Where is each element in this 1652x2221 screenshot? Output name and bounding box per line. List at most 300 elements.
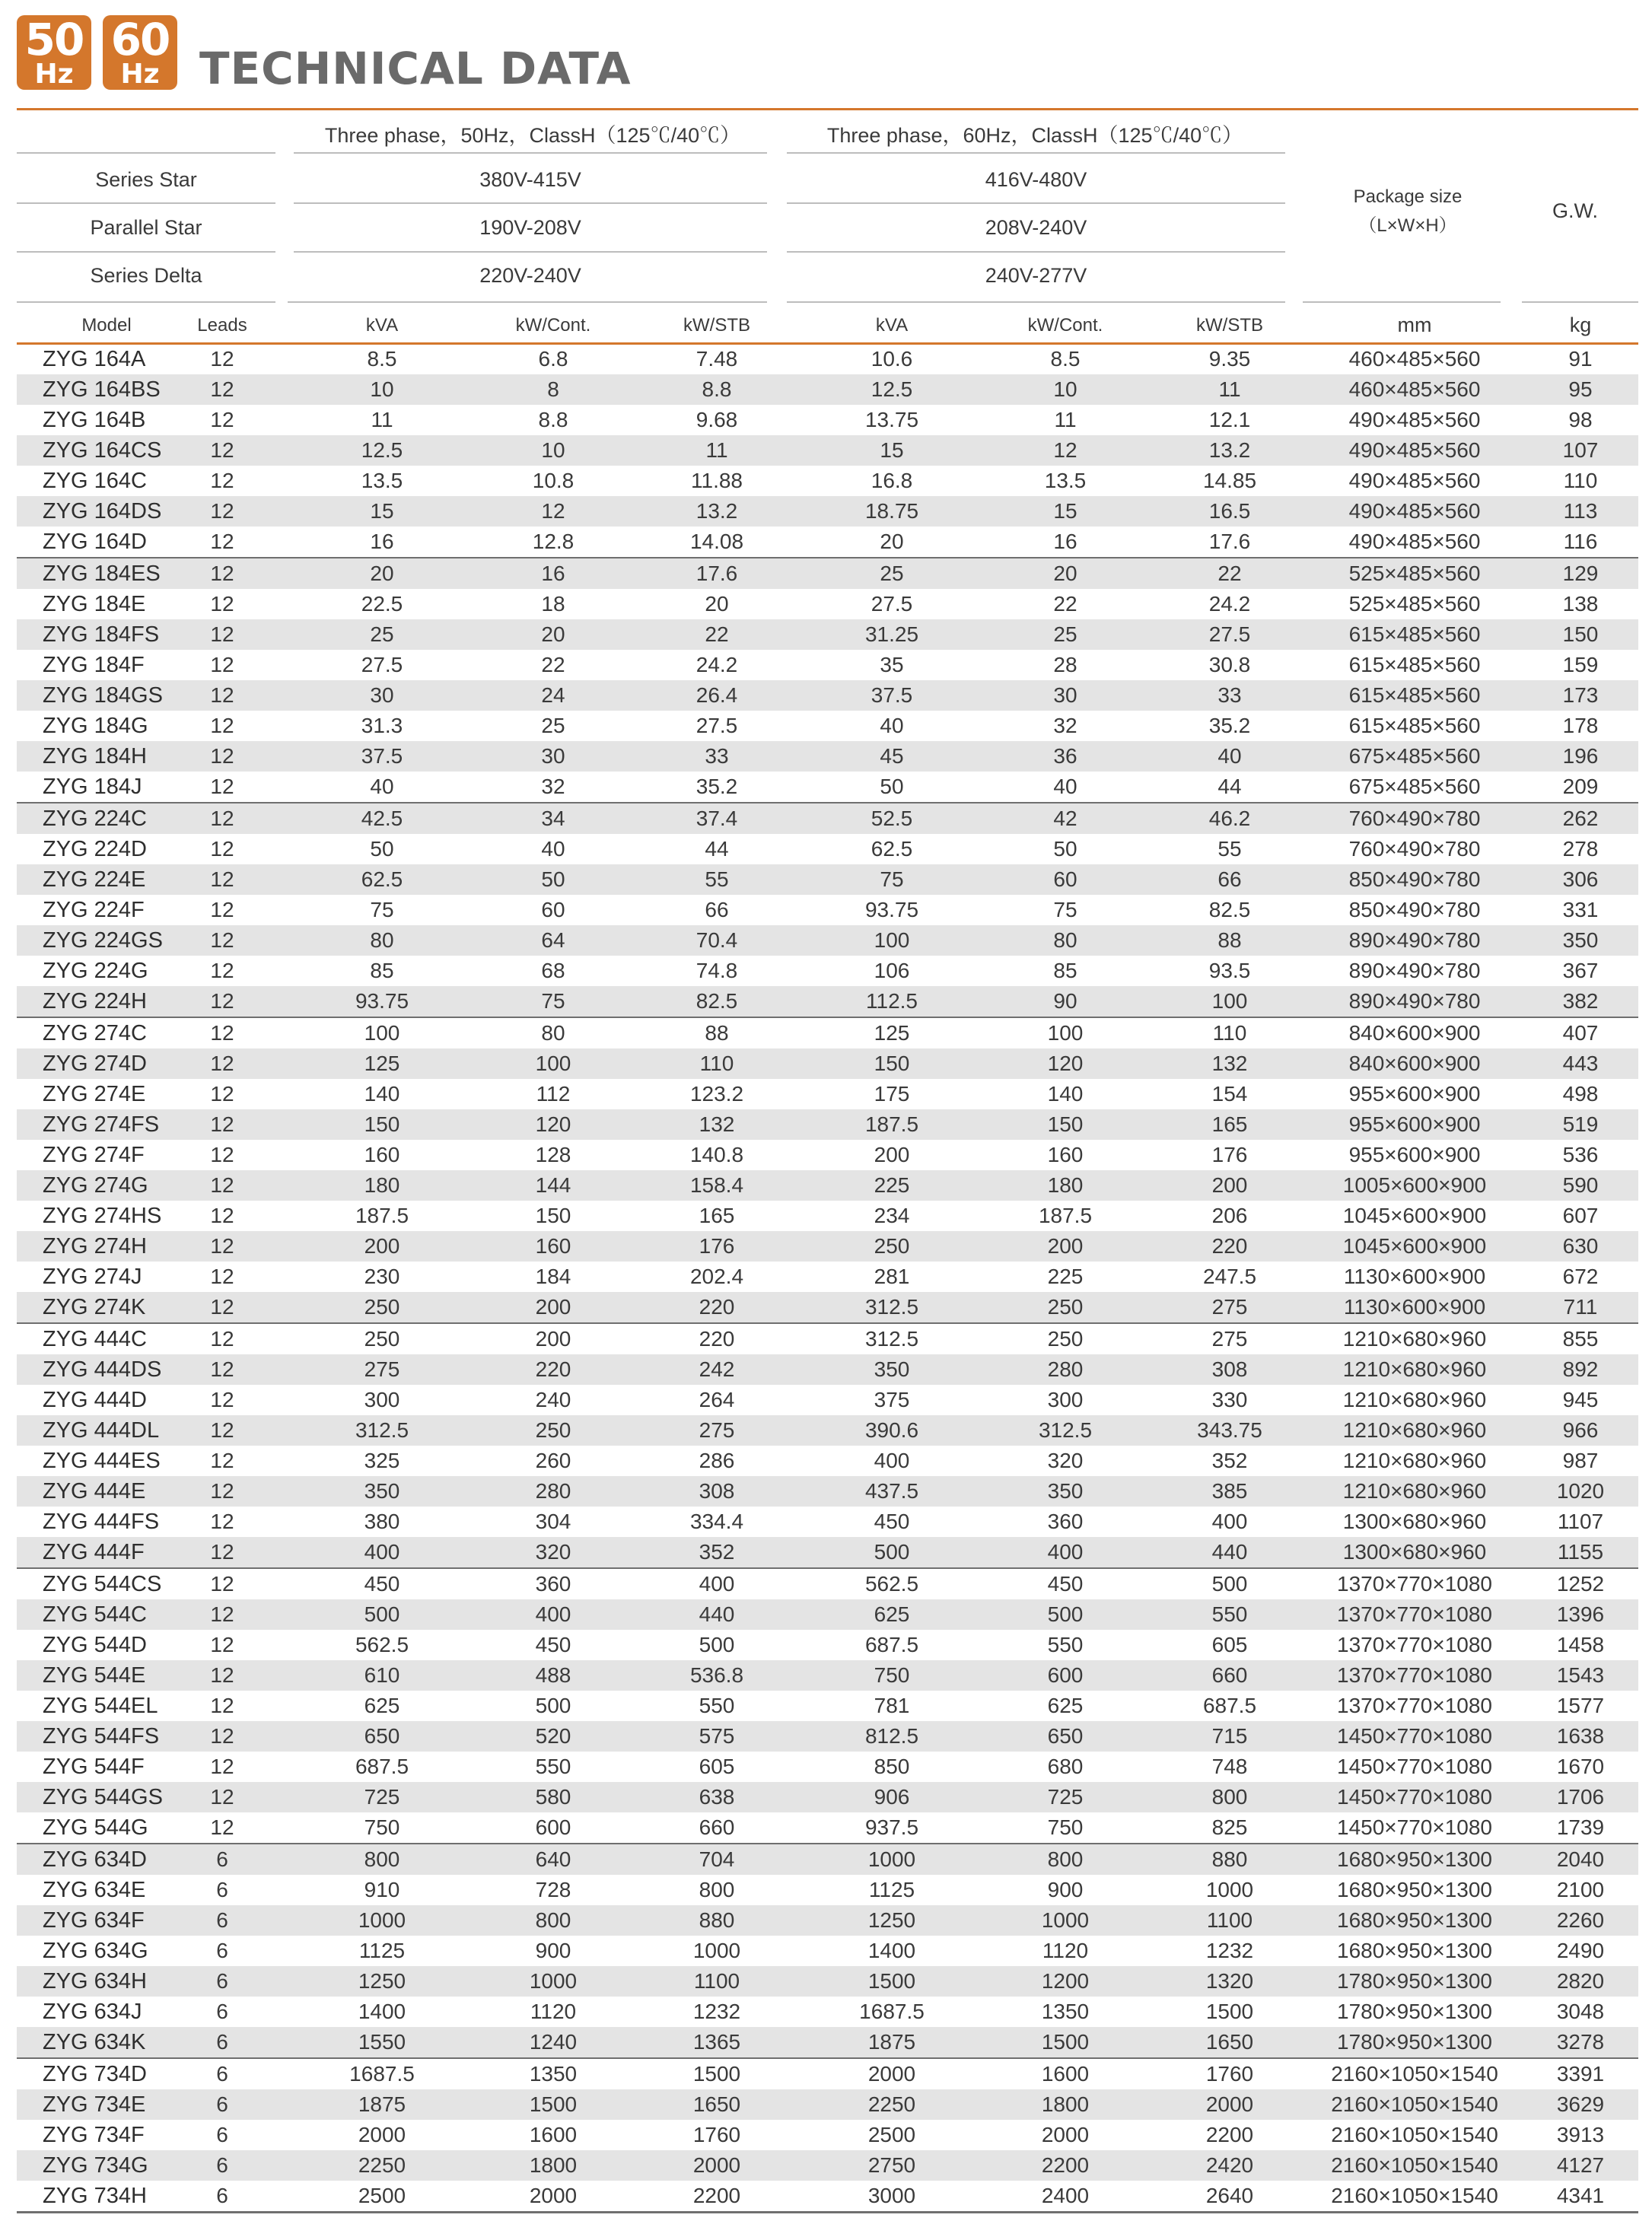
cell-kwcont-60: 1350 <box>1041 2000 1090 2023</box>
cell-kwstb-60: 33 <box>1218 683 1242 707</box>
cell-package-size: 1680×950×1300 <box>1337 1847 1492 1871</box>
cell-gross-weight: 367 <box>1562 959 1599 982</box>
cell-kva-60: 1500 <box>867 1969 916 1993</box>
cell-kwcont-50: 900 <box>535 1939 571 1962</box>
cell-kwstb-50: 82.5 <box>695 989 738 1013</box>
cell-package-size: 2160×1050×1540 <box>1331 2092 1498 2116</box>
cell-kwcont-50: 144 <box>535 1173 571 1197</box>
cell-kva-50: 725 <box>364 1785 400 1809</box>
badge-60-number: 60 <box>110 14 170 65</box>
table-row <box>17 1385 1638 1415</box>
col-kwstb-50: kW/STB <box>683 315 750 336</box>
cell-model: ZYG 274J <box>43 1265 142 1289</box>
header-rule <box>787 202 1285 204</box>
cell-model: ZYG 544EL <box>43 1694 158 1718</box>
cell-kwstb-50: 220 <box>699 1327 735 1351</box>
cell-kva-60: 1250 <box>867 1908 916 1932</box>
cell-model: ZYG 164D <box>43 530 147 554</box>
table-row <box>17 864 1638 895</box>
cell-kwstb-50: 13.2 <box>695 499 738 523</box>
cell-model: ZYG 544FS <box>43 1724 160 1748</box>
cell-kwstb-60: 24.2 <box>1208 592 1251 616</box>
cell-model: ZYG 184ES <box>43 562 161 586</box>
cell-kwstb-50: 22 <box>705 622 729 646</box>
cell-kwstb-60: 9.35 <box>1208 347 1251 371</box>
cell-kwcont-60: 200 <box>1047 1234 1084 1258</box>
col-model: Model <box>81 315 132 336</box>
cell-kva-50: 75 <box>370 898 394 921</box>
cell-model: ZYG 734G <box>43 2153 148 2178</box>
table-row <box>17 711 1638 741</box>
cell-leads: 12 <box>210 1724 234 1748</box>
cell-kva-60: 400 <box>874 1449 910 1472</box>
cell-leads: 12 <box>210 499 234 523</box>
cell-kwcont-50: 100 <box>535 1052 571 1075</box>
table-row <box>17 1231 1638 1262</box>
cell-gross-weight: 1107 <box>1557 1510 1604 1533</box>
package-dims-label: （L×W×H） <box>1358 215 1457 236</box>
table-row <box>17 1476 1638 1507</box>
cell-kwstb-50: 536.8 <box>689 1663 744 1687</box>
cell-package-size: 460×485×560 <box>1348 377 1481 401</box>
cell-package-size: 2160×1050×1540 <box>1331 2184 1498 2207</box>
cell-kwstb-60: 275 <box>1211 1327 1248 1351</box>
col-kwcont-50: kW/Cont. <box>515 315 591 336</box>
table-row <box>17 1292 1638 1322</box>
cell-kva-50: 1250 <box>358 1969 406 1993</box>
header-rule <box>1522 301 1638 303</box>
cell-kva-60: 312.5 <box>864 1327 919 1351</box>
cell-gross-weight: 113 <box>1563 499 1598 523</box>
cell-model: ZYG 224GS <box>43 928 163 953</box>
cell-kva-60: 125 <box>874 1021 910 1045</box>
cell-kva-50: 800 <box>364 1847 400 1871</box>
cell-kva-60: 16.8 <box>871 469 913 492</box>
cell-kva-60: 50 <box>880 775 904 798</box>
cell-model: ZYG 634K <box>43 2030 146 2054</box>
page-title: TECHNICAL DATA <box>199 43 632 94</box>
cell-gross-weight: 3913 <box>1556 2123 1605 2146</box>
cell-model: ZYG 164BS <box>43 377 161 402</box>
cell-kva-50: 300 <box>364 1388 400 1411</box>
cell-leads: 12 <box>210 469 234 492</box>
header-rule <box>294 152 767 154</box>
cell-package-size: 1450×770×1080 <box>1337 1724 1492 1748</box>
cell-gross-weight: 443 <box>1562 1052 1599 1075</box>
cell-gross-weight: 1706 <box>1556 1785 1605 1809</box>
cell-model: ZYG 734H <box>43 2184 147 2208</box>
cell-kwcont-50: 1000 <box>529 1969 578 1993</box>
cell-kwstb-50: 1760 <box>692 2123 741 2146</box>
cell-leads: 12 <box>210 347 234 371</box>
cell-kwcont-50: 34 <box>541 807 565 830</box>
cell-kva-60: 13.75 <box>864 408 919 431</box>
cell-kwstb-60: 110 <box>1212 1021 1247 1045</box>
cell-kva-50: 2500 <box>358 2184 406 2207</box>
cell-kwcont-50: 32 <box>541 775 565 798</box>
cell-kva-50: 20 <box>370 562 394 585</box>
cell-kwstb-60: 352 <box>1211 1449 1248 1472</box>
cell-model: ZYG 224H <box>43 989 147 1013</box>
cell-kwcont-50: 2000 <box>529 2184 578 2207</box>
cell-package-size: 1210×680×960 <box>1342 1418 1487 1442</box>
cell-kwcont-60: 75 <box>1053 898 1077 921</box>
cell-kwcont-50: 150 <box>535 1204 571 1227</box>
cell-kwstb-50: 7.48 <box>695 347 738 371</box>
header-rule <box>17 251 275 253</box>
cell-kwstb-60: 30.8 <box>1208 653 1251 676</box>
cell-kva-50: 1000 <box>358 1908 406 1932</box>
cell-leads: 12 <box>210 1510 234 1533</box>
cell-leads: 12 <box>210 1663 234 1687</box>
cell-gross-weight: 607 <box>1562 1204 1599 1227</box>
cell-package-size: 890×490×780 <box>1348 928 1481 952</box>
cell-model: ZYG 274FS <box>43 1112 160 1137</box>
cell-kwstb-60: 2000 <box>1205 2092 1254 2116</box>
cell-kwstb-50: 2200 <box>692 2184 741 2207</box>
cell-kwcont-50: 240 <box>535 1388 571 1411</box>
cell-model: ZYG 164DS <box>43 499 162 523</box>
cell-kwstb-60: 247.5 <box>1202 1265 1257 1288</box>
cell-kwstb-50: 1365 <box>692 2030 741 2054</box>
cell-kwcont-50: 80 <box>541 1021 565 1045</box>
cell-kva-50: 687.5 <box>355 1755 409 1778</box>
header-rule <box>17 301 275 303</box>
cell-kwstb-50: 500 <box>699 1633 735 1656</box>
cell-kwcont-50: 16 <box>541 562 565 585</box>
cell-package-size: 840×600×900 <box>1348 1021 1481 1045</box>
cell-leads: 12 <box>210 377 234 401</box>
cell-kwstb-50: 20 <box>705 592 729 616</box>
cell-kwstb-60: 206 <box>1211 1204 1248 1227</box>
cell-kva-50: 93.75 <box>355 989 409 1013</box>
cell-kva-50: 450 <box>364 1572 400 1596</box>
cell-kva-50: 325 <box>364 1449 400 1472</box>
cell-kwcont-50: 250 <box>535 1418 571 1442</box>
cell-kwstb-50: 140.8 <box>689 1143 744 1166</box>
cell-gross-weight: 892 <box>1562 1357 1599 1381</box>
cell-kva-60: 375 <box>874 1388 910 1411</box>
cell-kwstb-50: 26.4 <box>695 683 738 707</box>
cell-kva-60: 312.5 <box>864 1295 919 1319</box>
cell-model: ZYG 164CS <box>43 438 162 463</box>
voltage-50hz: 190V-208V <box>479 216 581 239</box>
cell-kwstb-50: 880 <box>699 1908 735 1932</box>
cell-kwstb-60: 550 <box>1211 1602 1248 1626</box>
cell-kva-60: 687.5 <box>864 1633 919 1656</box>
cell-kwstb-50: 1650 <box>692 2092 741 2116</box>
cell-leads: 12 <box>210 898 234 921</box>
connection-label: Series Star <box>95 168 197 191</box>
cell-kwcont-50: 200 <box>535 1327 571 1351</box>
cell-gross-weight: 3278 <box>1556 2030 1605 2054</box>
cell-gross-weight: 150 <box>1562 622 1599 646</box>
cell-kwstb-50: 37.4 <box>695 807 738 830</box>
cell-model: ZYG 544E <box>43 1663 146 1688</box>
table-row <box>17 344 1638 374</box>
cell-kwcont-60: 2400 <box>1041 2184 1090 2207</box>
cell-kwcont-60: 1000 <box>1041 1908 1090 1932</box>
cell-kva-50: 12.5 <box>361 438 403 462</box>
table-row <box>17 1415 1638 1446</box>
cell-kwcont-60: 140 <box>1047 1082 1084 1106</box>
cell-gross-weight: 129 <box>1562 562 1599 585</box>
cell-kwcont-60: 650 <box>1047 1724 1084 1748</box>
cell-kwstb-60: 16.5 <box>1208 499 1251 523</box>
cell-kva-50: 62.5 <box>361 867 403 891</box>
cell-gross-weight: 95 <box>1568 377 1593 401</box>
cell-kwcont-50: 40 <box>541 837 565 861</box>
cell-leads: 12 <box>210 1327 234 1351</box>
cell-package-size: 850×490×780 <box>1348 867 1481 891</box>
cell-kwcont-50: 550 <box>535 1755 571 1778</box>
badge-50-unit: Hz <box>34 59 74 90</box>
cell-leads: 12 <box>210 622 234 646</box>
cell-gross-weight: 1155 <box>1557 1540 1604 1564</box>
cell-kwstb-50: 220 <box>699 1295 735 1319</box>
cell-package-size: 1370×770×1080 <box>1337 1694 1492 1717</box>
cell-leads: 12 <box>210 408 234 431</box>
cell-leads: 6 <box>216 1908 228 1932</box>
cell-kwstb-50: 11.88 <box>691 469 743 492</box>
cell-gross-weight: 855 <box>1562 1327 1599 1351</box>
cell-gross-weight: 945 <box>1562 1388 1599 1411</box>
cell-kva-50: 30 <box>370 683 394 707</box>
cell-kwstb-60: 748 <box>1211 1755 1248 1778</box>
cell-package-size: 850×490×780 <box>1348 898 1481 921</box>
cell-kwcont-60: 360 <box>1047 1510 1084 1533</box>
cell-kva-50: 16 <box>370 530 394 553</box>
table-row <box>17 1721 1638 1752</box>
cell-kwstb-50: 440 <box>699 1602 735 1626</box>
cell-kwcont-50: 320 <box>535 1540 571 1564</box>
cell-kwcont-60: 60 <box>1053 867 1077 891</box>
col-kg: kg <box>1569 313 1592 336</box>
cell-kwcont-50: 8 <box>547 377 559 401</box>
cell-kwstb-50: 660 <box>699 1815 735 1839</box>
cell-kwstb-60: 132 <box>1211 1052 1248 1075</box>
cell-kwstb-60: 275 <box>1211 1295 1248 1319</box>
cell-package-size: 1130×600×900 <box>1343 1295 1486 1319</box>
cell-gross-weight: 966 <box>1562 1418 1599 1442</box>
cell-kwcont-50: 600 <box>535 1815 571 1839</box>
cell-kwcont-60: 1120 <box>1042 1939 1089 1962</box>
cell-kva-50: 1687.5 <box>349 2062 415 2086</box>
table-row <box>17 619 1638 650</box>
cell-kwcont-50: 160 <box>535 1234 571 1258</box>
cell-gross-weight: 1020 <box>1556 1479 1605 1503</box>
cell-kwstb-60: 385 <box>1211 1479 1248 1503</box>
cell-kwcont-50: 60 <box>541 898 565 921</box>
cell-kva-60: 450 <box>874 1510 910 1533</box>
cell-kwstb-60: 330 <box>1211 1388 1248 1411</box>
cell-kva-50: 31.3 <box>361 714 403 737</box>
cell-model: ZYG 274E <box>43 1082 146 1106</box>
header-rule <box>787 152 1285 154</box>
cell-kwstb-60: 660 <box>1211 1663 1248 1687</box>
cell-kva-50: 400 <box>364 1540 400 1564</box>
cell-model: ZYG 634H <box>43 1969 147 1993</box>
table-row <box>17 834 1638 864</box>
table-row <box>17 1905 1638 1936</box>
cell-package-size: 1780×950×1300 <box>1337 1969 1492 1993</box>
cell-package-size: 490×485×560 <box>1348 499 1481 523</box>
cell-kwcont-50: 12.8 <box>532 530 575 553</box>
cell-kwcont-50: 800 <box>535 1908 571 1932</box>
cell-package-size: 1370×770×1080 <box>1337 1663 1492 1687</box>
cell-kwcont-50: 10 <box>541 438 565 462</box>
voltage-50hz: 380V-415V <box>479 168 581 191</box>
cell-kwcont-50: 22 <box>541 653 565 676</box>
cell-package-size: 955×600×900 <box>1348 1143 1481 1166</box>
cell-leads: 12 <box>210 837 234 861</box>
cell-kva-60: 281 <box>874 1265 910 1288</box>
table-row <box>17 496 1638 527</box>
cell-kwcont-60: 750 <box>1047 1815 1084 1839</box>
table-row <box>17 589 1638 619</box>
cell-kwstb-50: 242 <box>699 1357 735 1381</box>
cell-kwcont-60: 28 <box>1053 653 1077 676</box>
cell-package-size: 1130×600×900 <box>1343 1265 1486 1288</box>
cell-gross-weight: 3391 <box>1556 2062 1605 2086</box>
cell-kva-50: 230 <box>364 1265 400 1288</box>
cell-kwcont-60: 1500 <box>1041 2030 1090 2054</box>
cell-kva-50: 10 <box>370 377 394 401</box>
cell-kwcont-60: 20 <box>1053 562 1077 585</box>
table-row <box>17 1262 1638 1292</box>
cell-package-size: 1450×770×1080 <box>1337 1785 1492 1809</box>
cell-model: ZYG 634G <box>43 1939 148 1963</box>
table-row <box>17 1017 1638 1048</box>
cell-package-size: 1210×680×960 <box>1342 1327 1487 1351</box>
cell-kwstb-60: 154 <box>1211 1082 1248 1106</box>
table-row <box>17 1446 1638 1476</box>
cell-kva-60: 500 <box>874 1540 910 1564</box>
table-row <box>17 680 1638 711</box>
cell-kva-50: 42.5 <box>361 807 403 830</box>
cell-package-size: 1210×680×960 <box>1342 1479 1487 1503</box>
cell-kwcont-50: 260 <box>535 1449 571 1472</box>
cell-kva-50: 25 <box>370 622 394 646</box>
cell-model: ZYG 164A <box>43 347 146 371</box>
header-rule <box>294 251 767 253</box>
col-kva-60: kVA <box>875 315 909 336</box>
cell-kwstb-60: 2640 <box>1205 2184 1254 2207</box>
cell-kva-60: 225 <box>874 1173 910 1197</box>
cell-model: ZYG 444F <box>43 1540 145 1564</box>
cell-leads: 12 <box>210 1602 234 1626</box>
cell-kva-60: 2500 <box>867 2123 916 2146</box>
cell-kwcont-50: 64 <box>541 928 565 952</box>
cell-gross-weight: 382 <box>1562 989 1599 1013</box>
group-header-60hz: Three phase，60Hz，ClassH（125℃/40℃） <box>826 124 1243 147</box>
cell-kwcont-60: 150 <box>1047 1112 1084 1136</box>
cell-kwcont-60: 320 <box>1047 1449 1084 1472</box>
cell-package-size: 615×485×560 <box>1348 714 1481 737</box>
header-rule <box>1303 301 1501 303</box>
cell-package-size: 490×485×560 <box>1348 530 1481 553</box>
cell-kva-50: 22.5 <box>361 592 403 616</box>
cell-package-size: 1005×600×900 <box>1342 1173 1487 1197</box>
cell-kva-50: 610 <box>364 1663 400 1687</box>
cell-leads: 6 <box>216 2123 228 2146</box>
table-row <box>17 1354 1638 1385</box>
cell-kva-50: 380 <box>364 1510 400 1533</box>
cell-kwcont-50: 728 <box>535 1878 571 1901</box>
cell-kva-60: 106 <box>874 959 910 982</box>
voltage-60hz: 208V-240V <box>985 216 1087 239</box>
cell-kwstb-60: 687.5 <box>1202 1694 1257 1717</box>
cell-kwcont-60: 400 <box>1047 1540 1084 1564</box>
cell-model: ZYG 444DS <box>43 1357 162 1382</box>
cell-package-size: 1045×600×900 <box>1342 1234 1487 1258</box>
cell-kva-60: 200 <box>874 1143 910 1166</box>
cell-model: ZYG 734E <box>43 2092 146 2117</box>
cell-leads: 12 <box>210 1204 234 1227</box>
cell-gross-weight: 1458 <box>1556 1633 1605 1656</box>
cell-kwstb-60: 715 <box>1211 1724 1248 1748</box>
cell-package-size: 890×490×780 <box>1348 989 1481 1013</box>
cell-kwstb-60: 500 <box>1211 1572 1248 1596</box>
table-row <box>17 1630 1638 1660</box>
table-row <box>17 1567 1638 1599</box>
cell-kwstb-50: 110 <box>699 1052 734 1075</box>
cell-kwstb-50: 550 <box>699 1694 735 1717</box>
cell-model: ZYG 544CS <box>43 1572 162 1596</box>
cell-kwstb-50: 605 <box>699 1755 735 1778</box>
cell-kwcont-60: 12 <box>1053 438 1077 462</box>
cell-model: ZYG 184J <box>43 775 142 799</box>
cell-kwcont-60: 250 <box>1047 1327 1084 1351</box>
cell-package-size: 890×490×780 <box>1348 959 1481 982</box>
cell-kwcont-50: 400 <box>535 1602 571 1626</box>
cell-model: ZYG 224C <box>43 807 147 831</box>
cell-kwcont-60: 1800 <box>1041 2092 1090 2116</box>
voltage-60hz: 416V-480V <box>985 168 1087 191</box>
cell-leads: 12 <box>210 807 234 830</box>
cell-leads: 12 <box>210 438 234 462</box>
cell-leads: 12 <box>210 775 234 798</box>
cell-kwcont-60: 30 <box>1053 683 1077 707</box>
cell-kwstb-50: 123.2 <box>689 1082 744 1106</box>
cell-leads: 12 <box>210 989 234 1013</box>
cell-kwstb-50: 202.4 <box>689 1265 744 1288</box>
cell-kwstb-60: 1760 <box>1205 2062 1254 2086</box>
cell-leads: 12 <box>210 714 234 737</box>
cell-package-size: 1300×680×960 <box>1342 1540 1487 1564</box>
cell-kwcont-50: 580 <box>535 1785 571 1809</box>
cell-kwstb-60: 100 <box>1211 989 1248 1013</box>
table-row <box>17 2027 1638 2057</box>
table-row <box>17 466 1638 496</box>
cell-kwcont-50: 640 <box>535 1847 571 1871</box>
cell-kwstb-50: 158.4 <box>689 1173 744 1197</box>
cell-kwcont-50: 520 <box>535 1724 571 1748</box>
table-row <box>17 895 1638 925</box>
cell-kwstb-50: 1232 <box>692 2000 741 2023</box>
cell-leads: 12 <box>210 1143 234 1166</box>
cell-gross-weight: 107 <box>1562 438 1599 462</box>
table-row <box>17 1660 1638 1691</box>
table-row <box>17 2150 1638 2181</box>
cell-kva-50: 275 <box>364 1357 400 1381</box>
cell-kwstb-60: 1232 <box>1205 1939 1254 1962</box>
cell-kva-50: 27.5 <box>361 653 403 676</box>
table-row <box>17 1109 1638 1140</box>
cell-kwstb-50: 24.2 <box>695 653 738 676</box>
cell-kwstb-60: 2420 <box>1205 2153 1254 2177</box>
cell-kva-50: 125 <box>364 1052 400 1075</box>
